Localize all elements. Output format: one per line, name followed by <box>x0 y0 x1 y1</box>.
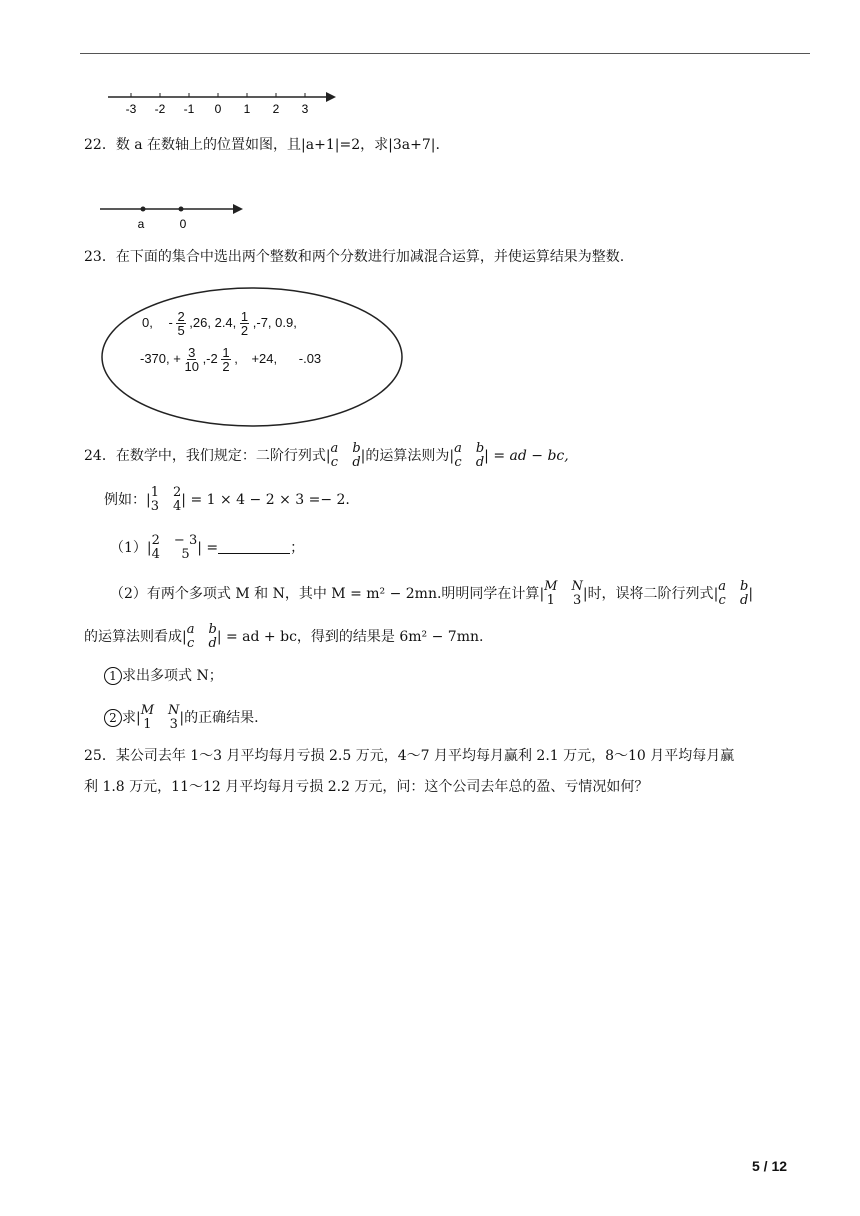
circled-number-2: 2 <box>104 709 122 727</box>
set-fraction: $\frac{1}{2}$ <box>240 309 249 338</box>
number-line-tick-label: 3 <box>301 102 309 116</box>
set-item: ,26, 2.4, <box>189 314 237 330</box>
number-line-tick-label: 2 <box>272 102 280 116</box>
set-fraction: $\frac{3}{10}$ <box>184 345 199 374</box>
number-line-tick-label: -1 <box>183 102 195 116</box>
question-25-line2: 利 1.8 万元，11～12 月平均每月亏损 2.2 万元，问：这个公司去年总的盈、亏情况如何？ <box>84 779 649 795</box>
set-item: - <box>168 314 173 330</box>
number-line-a-figure <box>98 200 248 234</box>
set-item: 0, <box>142 314 153 330</box>
set-item: , <box>234 350 238 366</box>
number-line-tick-label: 0 <box>214 102 222 116</box>
question-24-part2-line1: （2）有两个多项式 M 和 N，其中 M = m² − 2mn.明明同学在计算| M N 1 3 |时，误将二阶行列式| a b c d | <box>110 579 754 608</box>
page-number: 5 / 12 <box>752 1158 788 1174</box>
set-fraction: $\frac{2}{5}$ <box>177 309 185 338</box>
question-24-sub1: 1 求出多项式 N； <box>104 666 223 686</box>
number-line-tick-label: 1 <box>243 102 251 116</box>
set-item: -.03 <box>298 350 322 366</box>
matrix-abcd: a b c d <box>330 441 361 470</box>
set-fraction: $\frac{1}{2}$ <box>222 345 230 374</box>
set-item: +24, <box>251 350 278 366</box>
question-24-part1: （1）| 2 − 3 4 5 | = ； <box>110 533 305 562</box>
label-zero: 0 <box>179 217 187 231</box>
question-25-line1: 25．某公司去年 1～3 月平均每月亏损 2.5 万元，4～7 月平均每月赢利 2.1 万元，8～10 月平均每月赢 <box>84 748 735 764</box>
question-24-intro: 24．在数学中，我们规定：二阶行列式| a b c d |的运算法则为| a b c d | = ad − bc, <box>84 441 569 470</box>
matrix-abcd: a b c d <box>186 622 217 651</box>
question-23: 23．在下面的集合中选出两个整数和两个分数进行加减混合运算，并使运算结果为整数. <box>84 249 625 265</box>
answer-blank[interactable] <box>218 539 290 554</box>
matrix-MN: M N 1 3 <box>544 579 583 608</box>
circled-number-1: 1 <box>104 667 122 685</box>
question-24-part2-line2: 的运算法则看成| a b c d | = ad + bc，得到的结果是 6m² − 7mn. <box>84 622 484 651</box>
set-row-2 <box>140 346 321 373</box>
number-line-a-arrow <box>233 204 243 214</box>
number-line-arrow <box>326 92 336 102</box>
question-22: 22．数 a 在数轴上的位置如图，且|a+1|=2，求|3a+7|. <box>84 137 440 153</box>
label-a: a <box>137 217 145 231</box>
matrix-part1: 2 − 3 4 5 <box>151 533 198 562</box>
number-line-figure <box>100 88 340 118</box>
matrix-MN: M N 1 3 <box>140 703 180 732</box>
matrix-abcd: a b c d <box>718 579 749 608</box>
question-24-example: 例如：| 1 2 3 4 | = 1 × 4 − 2 × 3 =− 2. <box>104 485 350 514</box>
set-item: ,-2 <box>202 350 218 366</box>
matrix-abcd: a b c d <box>454 441 485 470</box>
number-line-tick-label: -3 <box>125 102 137 116</box>
point-a <box>141 207 146 212</box>
question-24-sub2: 2 求| M N 1 3 |的正确结果. <box>104 704 259 732</box>
point-zero <box>179 207 184 212</box>
set-row-1 <box>142 310 297 337</box>
set-item: -370, + <box>140 350 181 366</box>
set-item: ,-7, 0.9, <box>252 314 297 330</box>
number-line-tick-label: -2 <box>154 102 166 116</box>
header-rule <box>80 53 810 54</box>
matrix-example: 1 2 3 4 <box>150 485 182 514</box>
